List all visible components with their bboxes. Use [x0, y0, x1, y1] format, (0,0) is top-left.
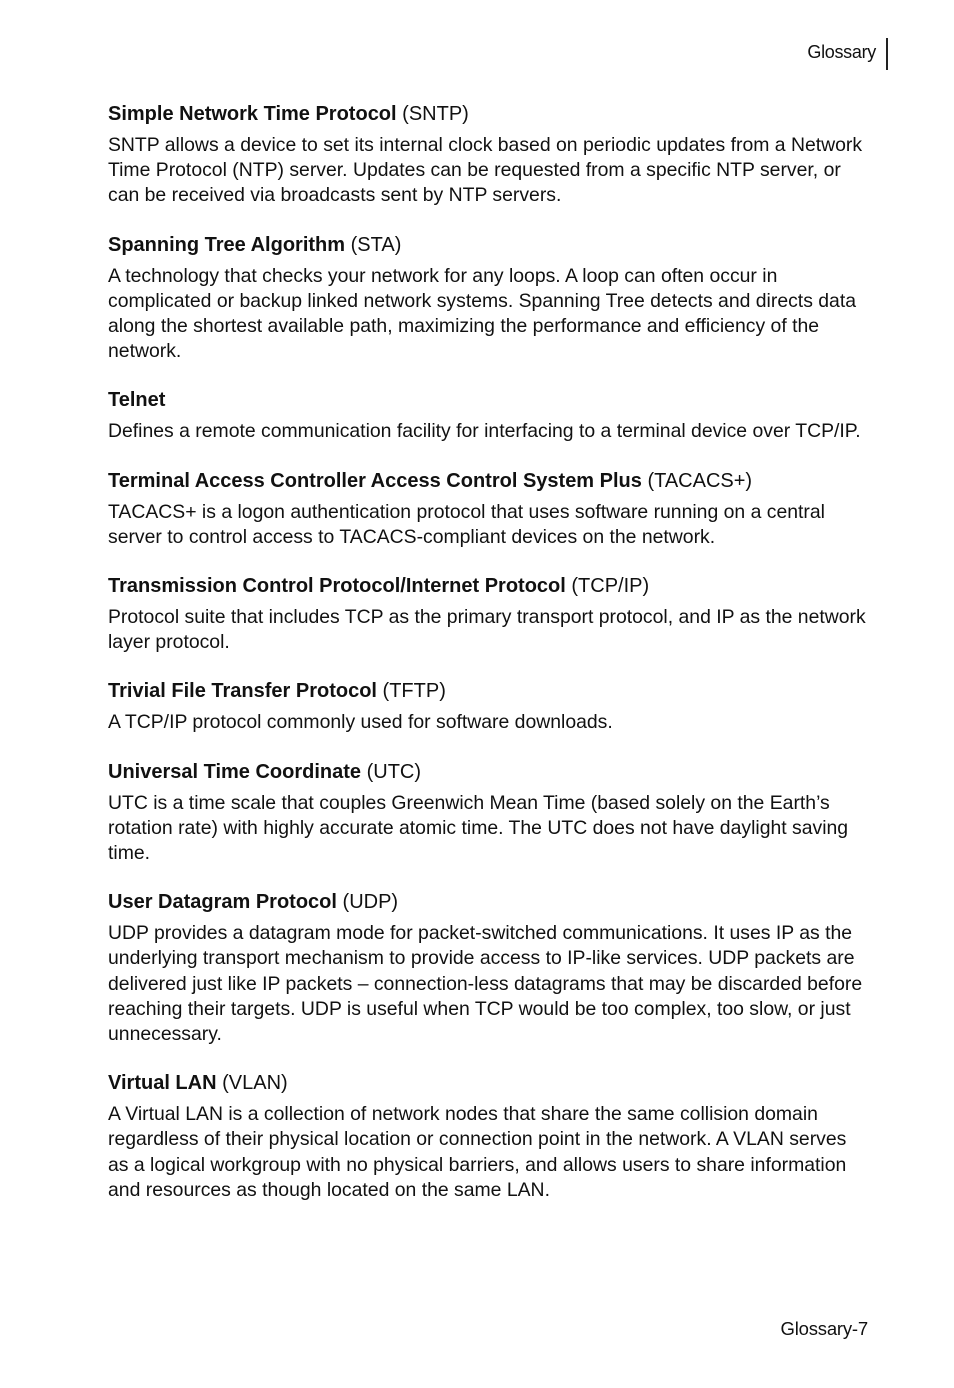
glossary-entry-telnet [108, 388, 868, 444]
term-definition: A technology that checks your network for any loops. A loop can often occur in complicated or backup linked network systems. Spanning Tree detects and directs data along the shortest available path, maximizing the performance and efficiency of the network. [108, 264, 857, 363]
term-heading [108, 679, 868, 704]
term-name: Transmission Control Protocol/Internet Protocol [108, 575, 566, 598]
term-heading [108, 388, 868, 413]
term-definition: UTC is a time scale that couples Greenwich Mean Time (based solely on the Earth’s rotation rate) with highly accurate atomic time. The UTC does not have daylight saving time. [108, 791, 849, 865]
term-definition: UDP provides a datagram mode for packet-switched communications. It uses IP as the underlying transport mechanism to provide access to IP-like services. UDP packets are delivered just like IP packets – connection-less datagrams that may be discarded before reaching their targets. UDP is useful when TCP would be too complex, too slow, or just unnecessary. [108, 922, 863, 1046]
term-name: Spanning Tree Algorithm [108, 233, 346, 256]
running-header: Glossary [807, 42, 876, 62]
term-heading [108, 233, 868, 258]
glossary-content [108, 102, 868, 1227]
glossary-entry-utc [108, 760, 868, 867]
term-abbreviation: (SNTP) [402, 103, 469, 125]
term-definition: Protocol suite that includes TCP as the primary transport protocol, and IP as the network layer protocol. [108, 606, 866, 654]
term-abbreviation: (UDP) [342, 891, 399, 914]
term-abbreviation: (TFTP) [382, 680, 446, 703]
page-number: Glossary-7 [780, 1318, 868, 1339]
term-abbreviation: (TCP/IP) [571, 575, 650, 598]
term-heading [108, 760, 868, 785]
glossary-entry-sntp [108, 102, 868, 209]
term-definition: A TCP/IP protocol commonly used for software downloads. [108, 711, 613, 734]
header-rule [886, 38, 888, 70]
term-name: Simple Network Time Protocol [108, 103, 397, 125]
term-heading [108, 469, 868, 494]
term-definition: TACACS+ is a logon authentication protocol that uses software running on a central server to control access to TACACS-compliant devices on the network. [108, 500, 825, 548]
term-definition: SNTP allows a device to set its internal clock based on periodic updates from a Network Time Protocol (NTP) server. Updates can be requested from a specific NTP server, or can be received via broadcasts sent by NTP servers. [108, 134, 863, 207]
glossary-entry-udp [108, 890, 868, 1047]
term-heading [108, 1071, 868, 1096]
glossary-entry-vlan [108, 1071, 868, 1203]
term-abbreviation: (STA) [350, 233, 402, 256]
term-name: Telnet [108, 389, 166, 412]
term-heading [108, 102, 868, 127]
term-heading [108, 574, 868, 599]
term-name: Virtual LAN [108, 1072, 217, 1095]
term-abbreviation: (VLAN) [222, 1072, 288, 1095]
term-heading [108, 890, 868, 915]
term-definition: Defines a remote communication facility for interfacing to a terminal device over TCP/IP. [108, 420, 861, 443]
glossary-entry-tftp [108, 679, 868, 735]
glossary-entry-sta [108, 233, 868, 365]
glossary-entry-tcpip [108, 574, 868, 655]
term-name: Trivial File Transfer Protocol [108, 680, 377, 703]
glossary-entry-tacacs [108, 469, 868, 550]
term-abbreviation: (UTC) [366, 760, 422, 783]
term-definition: A Virtual LAN is a collection of network nodes that share the same collision domain regardless of their physical location or connection point in the network. A VLAN serves as a logical workgroup with no physical barriers, and allows users to share information and resources as though located on the same LAN. [108, 1103, 847, 1201]
term-name: Universal Time Coordinate [108, 760, 362, 783]
term-abbreviation: (TACACS+) [647, 469, 753, 492]
term-name: User Datagram Protocol [108, 891, 337, 914]
term-name: Terminal Access Controller Access Control System Plus [108, 469, 642, 492]
